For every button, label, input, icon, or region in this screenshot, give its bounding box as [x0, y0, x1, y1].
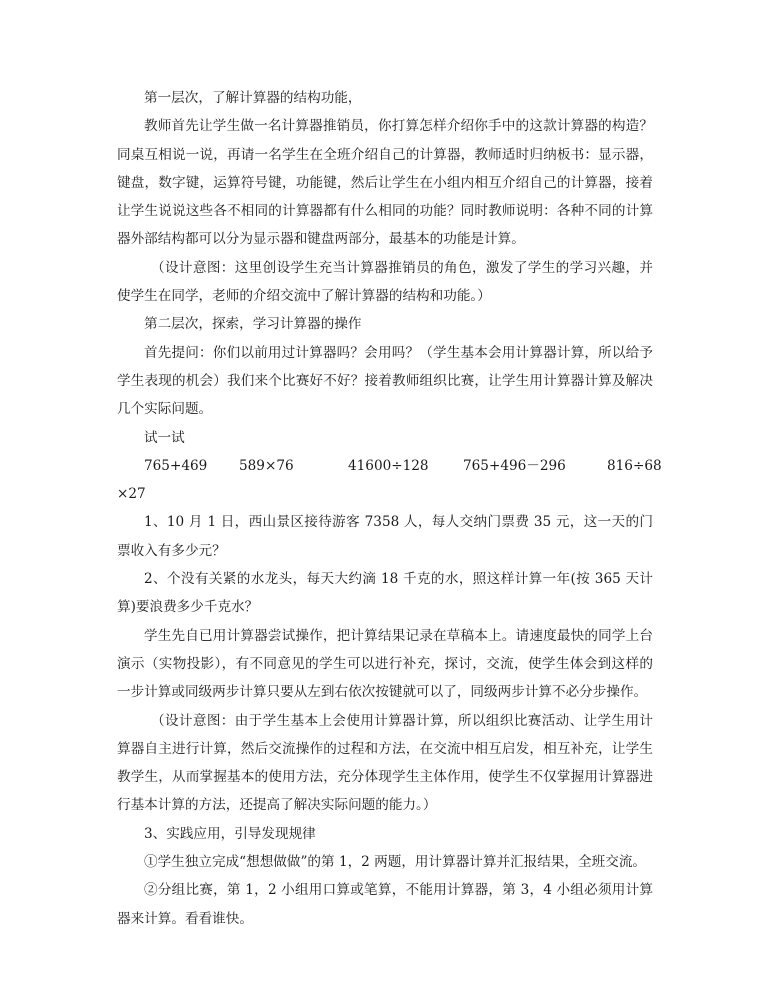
exercise-item: 41600÷128 [348, 457, 429, 474]
paragraph-practice-1: ①学生独立完成“想想做做”的第 1，2 两题，用计算器计算并汇报结果，全班交流。 [144, 854, 647, 871]
paragraph-problem-1: 1、10 月 1 日，西山景区接待游客 7358 人，每人交纳门票费 35 元，这一天的门票收入有多少元？ [117, 514, 653, 559]
exercise-row [117, 452, 662, 480]
exercise-item: 765+469 [144, 457, 208, 474]
paragraph-design-intent-2: （设计意图：由于学生基本上会使用计算器计算，所以组织比赛活动、让学生用计算器自主进行计算，然后交流操作的过程和方法，在交流中相互启发，相互补充，让学生教学生，从而掌握基本的使用方法，充分体现学生主体作用，使学生不仅掌握用计算器进行基本计算的方法，还提高了解决实际问题的能力。） [117, 712, 653, 814]
exercise-wrap-line: ×27 [117, 486, 146, 503]
paragraph-try-it: 试一试 [144, 429, 185, 446]
paragraph-questioning: 首先提问：你们以前用过计算器吗？会用吗？（学生基本会用计算器计算，所以给予学生表现的机会）我们来个比赛好不好？接着教师组织比赛，让学生用计算器计算及解决几个实际问题。 [117, 344, 653, 418]
document-body [117, 84, 662, 933]
paragraph-level-two-heading: 第二层次，探索，学习计算器的操作 [144, 316, 362, 333]
paragraph-practice-heading: 3、实践应用，引导发现规律 [144, 825, 316, 842]
paragraph-design-intent-1: （设计意图：这里创设学生充当计算器推销员的角色，激发了学生的学习兴趣，并使学生在同学，老师的介绍交流中了解计算器的结构和功能。） [117, 259, 653, 305]
paragraph-practice-2: ②分组比赛，第 1，2 小组用口算或笔算，不能用计算器，第 3，4 小组必须用计算器来计算。看看谁快。 [117, 882, 653, 927]
paragraph-problem-2: 2、个没有关紧的水龙头，每天大约滴 18 千克的水，照这样计算一年(按 365 天计算)要浪费多少千克水？ [117, 571, 653, 616]
exercise-item: 589×76 [239, 457, 294, 474]
paragraph-salesman-activity: 教师首先让学生做一名计算器推销员，你打算怎样介绍你手中的这款计算器的构造？同桌互相说一说，再请一名学生在全班介绍自己的计算器，教师适时归纳板书：显示器，键盘，数字键，运算符号键，功能键，然后让学生在小组内相互介绍自己的计算器，接着让学生说说这些各不相同的计算器都有什么相同的功能？同时教师说明：各种不同的计算器外部结构都可以分为显示器和键盘两部分，最基本的功能是计算。 [117, 118, 653, 248]
paragraph-student-operation: 学生先自已用计算器尝试操作，把计算结果记录在草稿本上。请速度最快的同学上台演示（实物投影），有不同意见的学生可以进行补充，探讨，交流，使学生体会到这样的一步计算或同级两步计算只要从左到右依次按键就可以了，同级两步计算不必分步操作。 [117, 627, 653, 701]
paragraph-level-one-heading: 第一层次，了解计算器的结构功能， [144, 90, 362, 106]
exercise-item: 816÷68 [607, 457, 662, 474]
exercise-item: 765+496－296 [463, 457, 566, 474]
